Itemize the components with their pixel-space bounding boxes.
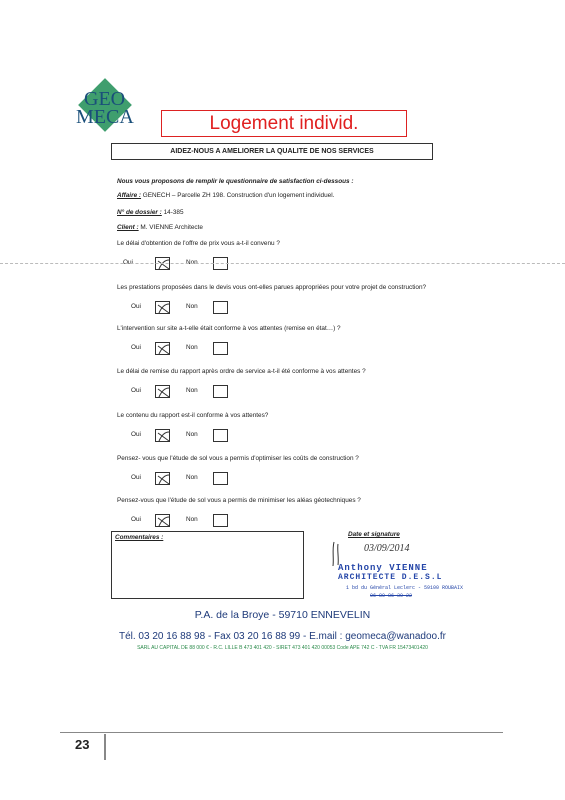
stamp-phone: 06 80 86 30 22	[370, 593, 413, 599]
dossier-label: N° de dossier :	[117, 209, 162, 216]
affaire-value: GENECH – Parcelle ZH 198. Construction d'un logement individuel.	[141, 192, 335, 199]
client-line	[117, 224, 203, 231]
checkbox-yes[interactable]	[155, 385, 170, 398]
option-no-label: Non	[186, 474, 198, 481]
checkbox-yes[interactable]	[155, 342, 170, 355]
option-no-label: Non	[186, 387, 198, 394]
checkmark-icon	[156, 386, 171, 399]
checkmark-icon	[156, 258, 171, 271]
checkbox-no[interactable]	[213, 429, 228, 442]
intro-text: Nous vous proposons de remplir le questionnaire de satisfaction ci-dessous :	[117, 178, 354, 185]
signature-date: 03/09/2014	[364, 543, 410, 554]
signature-label: Date et signature	[348, 531, 400, 538]
checkbox-yes[interactable]	[155, 514, 170, 527]
question-text: Le délai de remise du rapport après ordre de service a-t-il été conforme à vos attentes ?	[117, 368, 366, 375]
option-yes-label: Oui	[131, 431, 141, 438]
page-number-bar	[104, 734, 106, 760]
option-no-label: Non	[186, 431, 198, 438]
checkbox-yes[interactable]	[155, 301, 170, 314]
checkmark-icon	[156, 430, 171, 443]
company-legal: SARL AU CAPITAL DE 88 000 € - R.C. LILLE B 473 401 420 - SIRET 473 401 420 00053 Code APE 742 C - TVA FR 15473401420	[137, 645, 428, 651]
page-divider	[60, 732, 503, 733]
affaire-line	[117, 192, 334, 199]
checkbox-yes[interactable]	[155, 429, 170, 442]
company-logo	[74, 82, 154, 142]
option-yes-label: Oui	[131, 387, 141, 394]
comments-box[interactable]	[111, 531, 304, 599]
option-yes-label: Oui	[131, 516, 141, 523]
client-value: M. VIENNE Architecte	[138, 224, 203, 231]
option-yes-label: Oui	[131, 474, 141, 481]
comments-label: Commentaires :	[115, 534, 164, 541]
option-no-label: Non	[186, 344, 198, 351]
option-no-label: Non	[186, 303, 198, 310]
stamp-name: Anthony VIENNE	[338, 563, 428, 573]
stamp-address: 1 bd du Général Leclerc - 59100 ROUBAIX	[346, 585, 464, 591]
checkmark-icon	[156, 302, 171, 315]
dossier-line	[117, 209, 184, 216]
checkbox-no[interactable]	[213, 301, 228, 314]
logo-text-line1: GEO	[84, 88, 126, 110]
scan-line	[0, 263, 565, 264]
client-label: Client :	[117, 224, 139, 231]
question-text: Les prestations proposées dans le devis vous ont-elles parues appropriées pour votre projet de construction?	[117, 284, 427, 291]
affaire-label: Affaire :	[117, 192, 142, 199]
company-contact: Tél. 03 20 16 88 98 - Fax 03 20 16 88 99 - E.mail : geomeca@wanadoo.fr	[118, 631, 446, 642]
checkbox-yes[interactable]	[155, 472, 170, 485]
option-no-label: Non	[186, 259, 198, 266]
checkmark-icon	[156, 343, 171, 356]
question-text: Pensez-vous que l'étude de sol vous a permis de minimiser les aléas géotechniques ?	[117, 497, 361, 504]
question-text: Le contenu du rapport est-il conforme à vos attentes?	[117, 412, 269, 419]
option-yes-label: Oui	[131, 303, 141, 310]
question-text: Le délai d'obtention de l'offre de prix vous a-t-il convenu ?	[117, 240, 280, 247]
option-no-label: Non	[186, 516, 198, 523]
checkbox-no[interactable]	[213, 342, 228, 355]
option-yes-label: Oui	[131, 344, 141, 351]
logo-text-line2: MECA	[76, 106, 134, 128]
stamp-title: ARCHITECTE D.E.S.L	[338, 573, 443, 582]
checkmark-icon	[156, 473, 171, 486]
document-title: Logement individ.	[161, 110, 407, 137]
page-number: 23	[75, 737, 90, 752]
question-text: L'intervention sur site a-t-elle était conforme à vos attentes (remise en état…) ?	[117, 325, 341, 332]
form-header: AIDEZ-NOUS A AMELIORER LA QUALITE DE NOS SERVICES	[111, 143, 433, 160]
checkmark-icon	[156, 515, 171, 528]
question-text: Pensez- vous que l'étude de sol vous a permis d'optimiser les coûts de construction ?	[117, 455, 359, 462]
company-address: P.A. de la Broye - 59710 ENNEVELIN	[194, 609, 371, 621]
checkbox-no[interactable]	[213, 472, 228, 485]
checkbox-no[interactable]	[213, 514, 228, 527]
checkbox-no[interactable]	[213, 385, 228, 398]
dossier-value: 14-385	[161, 209, 184, 216]
option-yes-label: Oui	[123, 259, 133, 266]
